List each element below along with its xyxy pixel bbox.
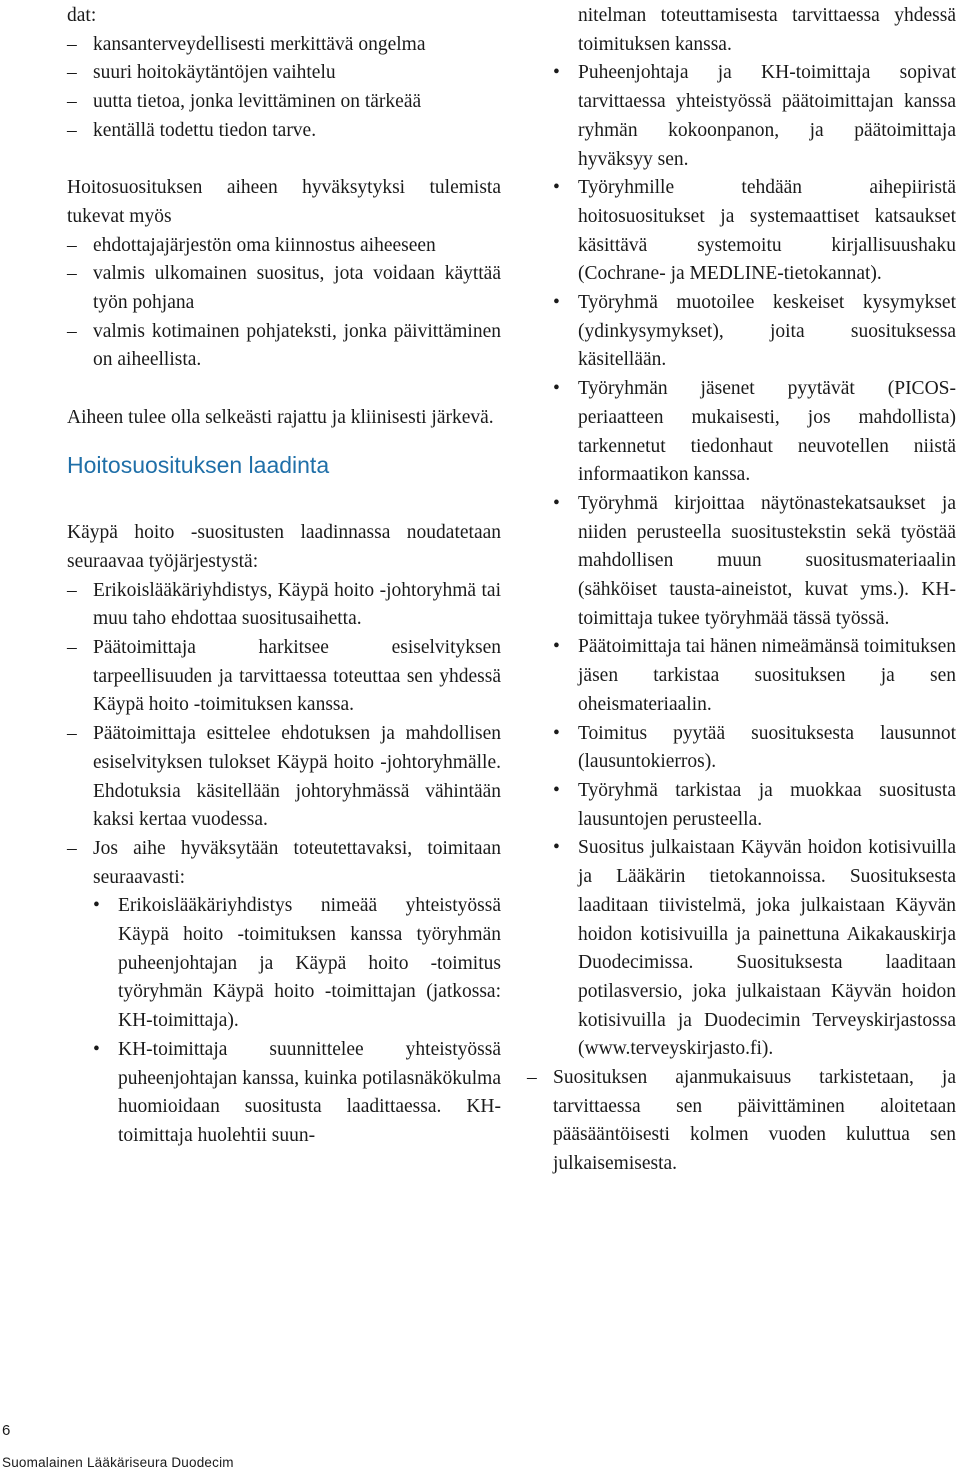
bullet-marker: • bbox=[553, 177, 560, 199]
process-step: – Päätoimittaja esittelee ehdotuksen ja mahdollisen esiselvityksen tulokset Käypä hoito -johtoryhmälle. Ehdotuksia käsitellään johtoryhmässä vähintään kaksi kertaa vuodessa. bbox=[67, 720, 501, 835]
section-heading: Hoitosuosituksen laadinta bbox=[67, 451, 330, 478]
dash-marker: – bbox=[67, 637, 77, 659]
page-number: 6 bbox=[2, 1422, 11, 1439]
process-sub-bullet: • Työryhmä kirjoittaa näytönastekatsaukset ja niiden perusteella suositustekstin sekä työstää mahdollisen muun suositusmateriaalin (sähköiset tausta-aineistot, kuvat yms.). KH-toimittaja tukee työryhmää tässä työssä. bbox=[553, 490, 956, 634]
bullet-marker: • bbox=[553, 779, 560, 801]
continued-text: nitelman toteuttamisesta tarvittaessa yhdessä toimituksen kanssa. bbox=[578, 5, 956, 55]
process-sub-bullet: • Toimitus pyytää suosituksesta lausunnot (lausuntokierros). bbox=[553, 720, 956, 777]
bullet-marker: • bbox=[93, 895, 100, 917]
dash-marker: – bbox=[67, 119, 77, 141]
process-sub-bullet: • Työryhmä tarkistaa ja muokkaa suositusta lausuntojen perusteella. bbox=[553, 777, 956, 834]
bullet-marker: • bbox=[553, 722, 560, 744]
dash-marker: – bbox=[67, 62, 77, 84]
dash-marker: – bbox=[527, 1067, 537, 1089]
intro-list-item: – suuri hoitokäytäntöjen vaihtelu bbox=[67, 59, 501, 88]
approval-list-item: – ehdottajajärjestön oma kiinnostus aiheeseen bbox=[67, 232, 501, 261]
process-sub-bullet: • Työryhmä muotoilee keskeiset kysymykset (ydinkysymykset), joita suosituksessa käsitellään. bbox=[553, 289, 956, 375]
process-intro-paragraph: Käypä hoito -suositusten laadinnassa noudatetaan seuraavaa työjärjestystä: bbox=[67, 522, 501, 572]
bullet-marker: • bbox=[553, 837, 560, 859]
publisher-name: Suomalainen Lääkäriseura Duodecim bbox=[2, 1455, 234, 1470]
dash-marker: – bbox=[67, 579, 77, 601]
dash-marker: – bbox=[67, 91, 77, 113]
process-sub-bullet: • Työryhmille tehdään aihepiiristä hoitosuositukset ja systemaattiset katsaukset käsittävä systemoitu kirjallisuushaku (Cochrane- ja MEDLINE-tietokannat). bbox=[553, 174, 956, 289]
intro-list-item: – kansanterveydellisesti merkittävä ongelma bbox=[67, 31, 501, 60]
dash-marker: – bbox=[67, 33, 77, 55]
process-sub-bullet: • KH-toimittaja suunnittelee yhteistyössä puheenjohtajan kanssa, kuinka potilasnäkökulma huomioidaan suositusta laadittaessa. KH-toimittaja huolehtii suun- bbox=[93, 1036, 501, 1151]
intro-list-item: – uutta tietoa, jonka levittäminen on tärkeää bbox=[67, 88, 501, 117]
dash-marker: – bbox=[67, 723, 77, 745]
process-step: – Jos aihe hyväksytään toteutettavaksi, toimitaan seuraavasti: bbox=[67, 835, 501, 892]
process-step: – Erikoislääkäriyhdistys, Käypä hoito -johtoryhmä tai muu taho ehdottaa suositusaihetta. bbox=[67, 577, 501, 634]
right-column bbox=[527, 2, 956, 1179]
process-sub-bullet: • Työryhmän jäsenet pyytävät (PICOS-periaatteen mukaisesti, jos mahdollista) tarkennetut tiedonhaut neuvotellen niistä informaatikon kanssa. bbox=[553, 375, 956, 490]
bullet-marker: • bbox=[553, 492, 560, 514]
dash-marker: – bbox=[67, 234, 77, 256]
intro-text: dat: bbox=[67, 5, 97, 26]
process-sub-bullet: • Puheenjohtaja ja KH-toimittaja sopivat tarvittaessa yhteistyössä päätoimittajan kanssa ryhmän kokoonpanon, ja päätoimittaja hyväksyy sen. bbox=[553, 59, 956, 174]
process-step: – Suosituksen ajanmukaisuus tarkistetaan, ja tarvittaessa sen päivittäminen aloitetaan pääsääntöisesti kolmen vuoden kuluttua sen julkaisemisesta. bbox=[527, 1064, 956, 1179]
dash-marker: – bbox=[67, 320, 77, 342]
bullet-marker: • bbox=[553, 636, 560, 658]
approval-list-item: – valmis kotimainen pohjateksti, jonka päivittäminen on aiheellista. bbox=[67, 318, 501, 375]
intro-list-item: – kentällä todettu tiedon tarve. bbox=[67, 117, 501, 146]
bullet-marker: • bbox=[553, 378, 560, 400]
dash-marker: – bbox=[67, 263, 77, 285]
bullet-marker: • bbox=[553, 62, 560, 84]
process-sub-bullet: • Päätoimittaja tai hänen nimeämänsä toimituksen jäsen tarkistaa suosituksen ja sen oheismateriaalin. bbox=[553, 633, 956, 719]
dash-marker: – bbox=[67, 837, 77, 859]
process-step: – Päätoimittaja harkitsee esiselvityksen tarpeellisuuden ja tarvittaessa toteuttaa sen yhdessä Käypä hoito -toimituksen kanssa. bbox=[67, 634, 501, 720]
approval-paragraph: Hoitosuosituksen aiheen hyväksytyksi tulemista tukevat myös bbox=[67, 177, 501, 227]
bullet-marker: • bbox=[93, 1038, 100, 1060]
scope-paragraph: Aiheen tulee olla selkeästi rajattu ja kliinisesti järkevä. bbox=[67, 406, 494, 428]
bullet-marker: • bbox=[553, 292, 560, 314]
process-sub-bullet: • Erikoislääkäriyhdistys nimeää yhteistyössä Käypä hoito -toimituksen kanssa työryhmän puheenjohtajan ja Käypä hoito -toimitus työryhmän Käypä hoito -toimittajan (jatkossa: KH-toimittaja). bbox=[93, 892, 501, 1036]
left-column bbox=[67, 2, 501, 1151]
process-sub-bullet: • Suositus julkaistaan Käyvän hoidon kotisivuilla ja Lääkärin tietokannoissa. Suosituksesta laaditaan tiivistelmä, joka julkaistaan Käyvän hoidon kotisivuilla ja painettuna Aikakauskirja Duodecimissa. Suosituksesta laaditaan potilasversio, joka julkaistaan Käyvän hoidon kotisivuilla ja Duodecimin Terveyskirjastossa (www.terveyskirjasto.fi). bbox=[553, 834, 956, 1064]
approval-list-item: – valmis ulkomainen suositus, jota voidaan käyttää työn pohjana bbox=[67, 260, 501, 317]
